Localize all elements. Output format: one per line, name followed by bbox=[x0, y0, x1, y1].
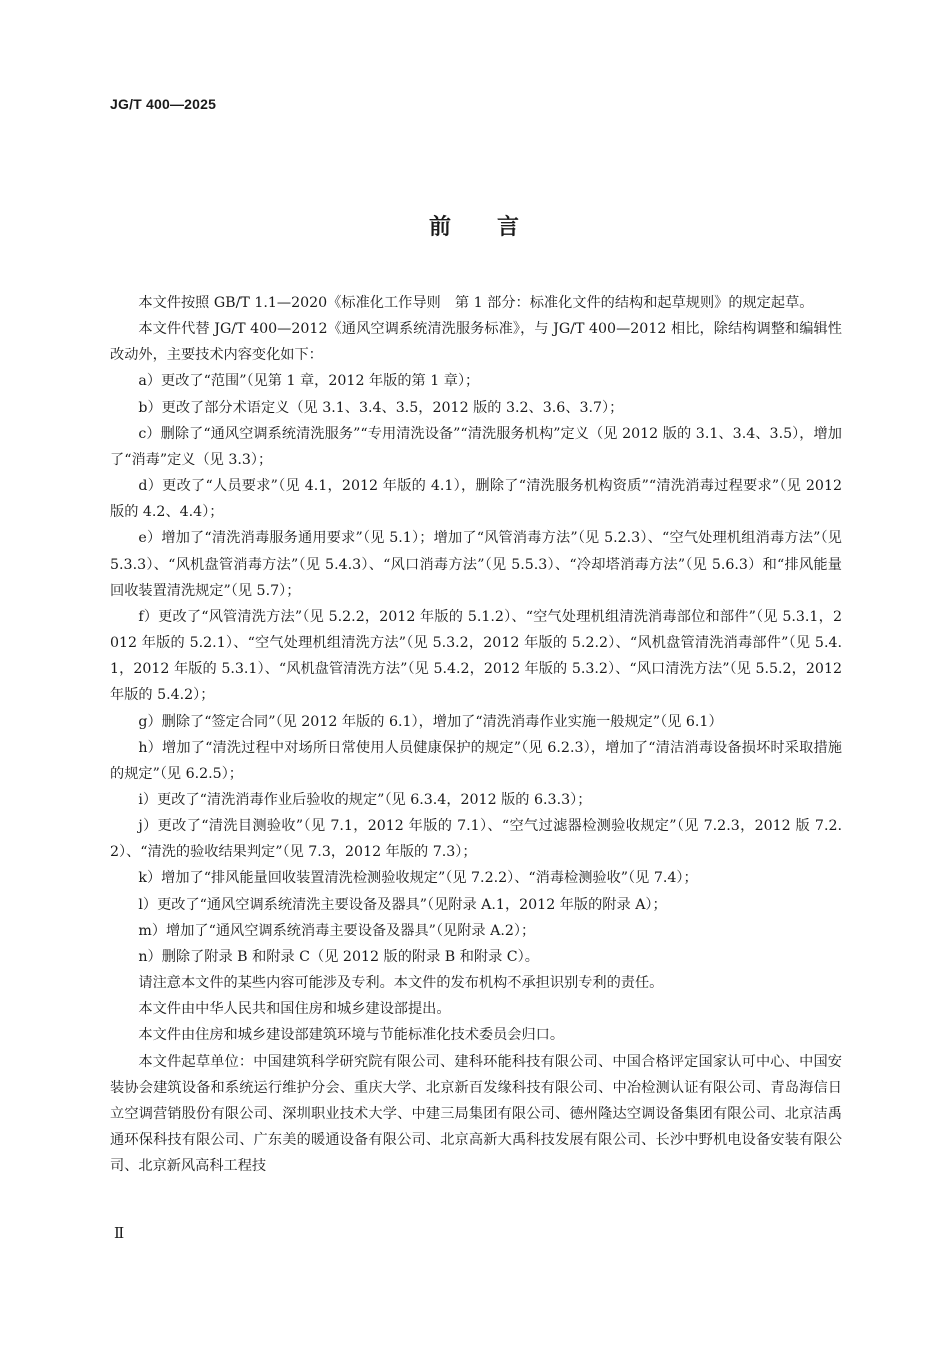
list-item: d）更改了“人员要求”（见 4.1，2012 年版的 4.1），删除了“清洗服务机构资质”“清洗消毒过程要求”（见 2012 版的 4.2、4.4）； bbox=[110, 478, 842, 521]
paragraph: 本文件起草单位：中国建筑科学研究院有限公司、建科环能科技有限公司、中国合格评定国家认可中心、中国安装协会建筑设备和系统运行维护分会、重庆大学、北京新百发缘科技有限公司、中冶检测认证有限公司、青岛海信日立空调营销股份有限公司、深圳职业技术大学、中建三局集团有限公司、德州隆达空调设备集团有限公司、北京洁禹通环保科技有限公司、广东美的暖通设备有限公司、北京高新大禹科技发展有限公司、长沙中野机电设备安装有限公司、北京新风高科工程技 bbox=[110, 1053, 842, 1175]
paragraph: 本文件代替 JG/T 400—2012《通风空调系统清洗服务标准》，与 JG/T 400—2012 相比，除结构调整和编辑性改动外，主要技术内容变化如下： bbox=[110, 321, 842, 364]
paragraph: 本文件由中华人民共和国住房和城乡建设部提出。 bbox=[138, 1001, 451, 1018]
list-item: m）增加了“通风空调系统消毒主要设备及器具”（见附录 A.2）； bbox=[138, 922, 536, 939]
page-number: Ⅱ bbox=[114, 1224, 125, 1242]
list-item: g）删除了“签定合同”（见 2012 年版的 6.1），增加了“清洗消毒作业实施一般规定”（见 6.1） bbox=[138, 713, 723, 730]
title-char-1: 前 bbox=[428, 215, 453, 240]
title-char-2: 言 bbox=[497, 215, 522, 240]
paragraph: 请注意本文件的某些内容可能涉及专利。本文件的发布机构不承担识别专利的责任。 bbox=[138, 975, 664, 992]
document-number: JG/T 400—2025 bbox=[110, 96, 217, 112]
list-item: a）更改了“范围”（见第 1 章，2012 年版的第 1 章）； bbox=[138, 373, 480, 390]
paragraph: 本文件由住房和城乡建设部建筑环境与节能标准化技术委员会归口。 bbox=[138, 1027, 565, 1044]
list-item: c）删除了“通风空调系统清洗服务”“专用清洗设备”“清洗服务机构”定义（见 2012 版的 3.1、3.4、3.5），增加了“消毒”定义（见 3.3）； bbox=[110, 425, 842, 468]
list-item: j）更改了“清洗目测验收”（见 7.1，2012 年版的 7.1）、“空气过滤器检测验收规定”（见 7.2.3，2012 版 7.2.2）、“清洗的验收结果判定”（见 7.3，2012 年版的 7.3）； bbox=[110, 818, 842, 861]
list-item: k）增加了“排风能量回收装置清洗检测验收规定”（见 7.2.2）、“消毒检测验收”（见 7.4）； bbox=[138, 870, 698, 887]
paragraph: 本文件按照 GB/T 1.1—2020《标准化工作导则 第 1 部分：标准化文件的结构和起草规则》的规定起草。 bbox=[138, 295, 814, 311]
list-item: n）删除了附录 B 和附录 C（见 2012 版的附录 B 和附录 C）。 bbox=[138, 948, 539, 965]
list-item: e）增加了“清洗消毒服务通用要求”（见 5.1）；增加了“风管消毒方法”（见 5.2.3）、“空气处理机组消毒方法”（见 5.3.3）、“风机盘管消毒方法”（见 5.4.3）、“风口消毒方法”（见 5.5.3）、“冷却塔消毒方法”（见 5.6.3）和“排风能量回收装置清洗规定”（见 5.7）； bbox=[110, 530, 842, 599]
page-title bbox=[0, 210, 950, 241]
list-item: b）更改了部分术语定义（见 3.1、3.4、3.5，2012 版的 3.2、3.6、3.7）； bbox=[138, 399, 624, 416]
list-item: l）更改了“通风空调系统清洗主要设备及器具”（见附录 A.1，2012 年版的附录 A）； bbox=[138, 896, 667, 913]
list-item: f）更改了“风管清洗方法”（见 5.2.2，2012 年版的 5.1.2）、“空气处理机组清洗消毒部位和部件”（见 5.3.1，2012 年版的 5.2.1）、“空气处理机组清洗方法”（见 5.3.2，2012 年版的 5.2.2）、“风机盘管清洗消毒部件”（见 5.4.1，2012 年版的 5.3.1）、“风机盘管清洗方法”（见 5.4.2，2012 年版的 5.3.2）、“风口清洗方法”（见 5.5.2，2012 年版的 5.4.2）； bbox=[110, 608, 842, 704]
document-body bbox=[110, 290, 842, 1179]
list-item: i）更改了“清洗消毒作业后验收的规定”（见 6.3.4，2012 版的 6.3.3）； bbox=[138, 791, 592, 808]
list-item: h）增加了“清洗过程中对场所日常使用人员健康保护的规定”（见 6.2.3），增加了“清洁消毒设备损坏时采取措施的规定”（见 6.2.5）； bbox=[110, 739, 842, 782]
